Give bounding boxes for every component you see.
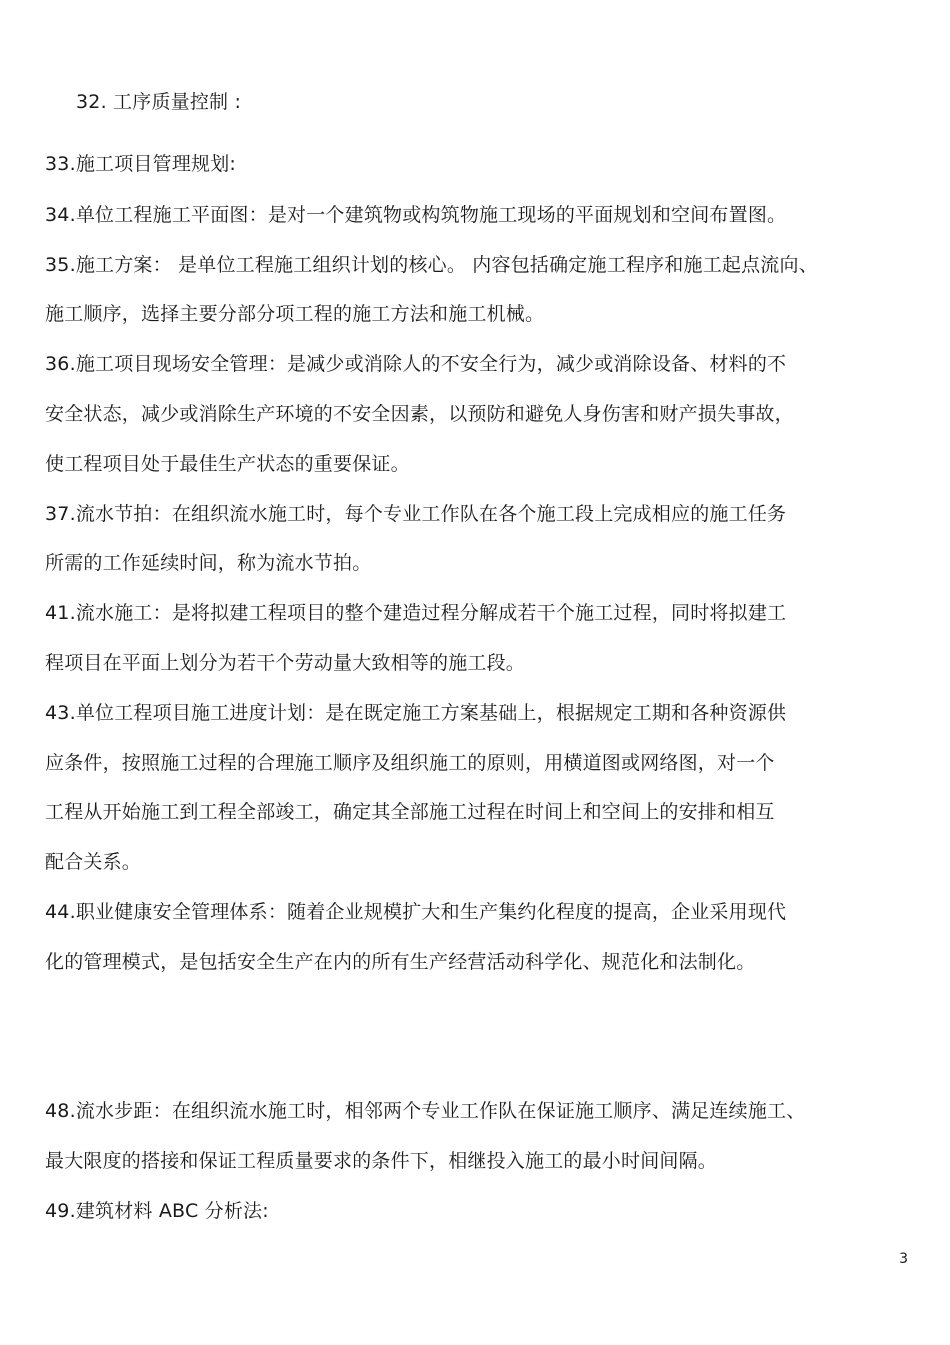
text-line: 程项目在平面上划分为若干个劳动量大致相等的施工段。 <box>45 652 526 674</box>
text-line: 41.流水施工：是将拟建工程项目的整个建造过程分解成若干个施工过程，同时将拟建工 <box>45 602 787 624</box>
text-line: 化的管理模式，是包括安全生产在内的所有生产经营活动科学化、规范化和法制化。 <box>45 951 756 973</box>
text-line: 36.施工项目现场安全管理：是减少或消除人的不安全行为，减少或消除设备、材料的不 <box>45 353 787 375</box>
text-line: 应条件，按照施工过程的合理施工顺序及组织施工的原则，用横道图或网络图，对一个 <box>45 752 775 774</box>
text-line: 最大限度的搭接和保证工程质量要求的条件下，相继投入施工的最小时间间隔。 <box>45 1150 718 1172</box>
text-line: 所需的工作延续时间，称为流水节拍。 <box>45 552 372 574</box>
text-line: 48.流水步距：在组织流水施工时，相邻两个专业工作队在保证施工顺序、满足连续施工、 <box>45 1100 806 1122</box>
text-line: 44.职业健康安全管理体系：随着企业规模扩大和生产集约化程度的提高，企业采用现代 <box>45 901 787 923</box>
text-line: 安全状态，减少或消除生产环境的不安全因素，以预防和避免人身伤害和财产损失事故， <box>45 403 794 425</box>
text-line: 34.单位工程施工平面图：是对一个建筑物或构筑物施工现场的平面规划和空间布置图。 <box>45 204 787 226</box>
text-line: 工程从开始施工到工程全部竣工，确定其全部施工过程在时间上和空间上的安排和相互 <box>45 801 775 823</box>
text-line: 37.流水节拍：在组织流水施工时，每个专业工作队在各个施工段上完成相应的施工任务 <box>45 503 787 525</box>
text-line: 35.施工方案： 是单位工程施工组织计划的核心。 内容包括确定施工程序和施工起点流向、 <box>45 254 818 276</box>
text-line: 49.建筑材料 ABC 分析法: <box>45 1200 269 1222</box>
text-line: 使工程项目处于最佳生产状态的重要保证。 <box>45 453 410 475</box>
page-number: 3 <box>899 1251 908 1267</box>
text-line: 43.单位工程项目施工进度计划：是在既定施工方案基础上，根据规定工期和各种资源供 <box>45 702 787 724</box>
text-line: 33.施工项目管理规划: <box>45 153 237 175</box>
text-line: 配合关系。 <box>45 851 142 873</box>
text-line: 32. 工序质量控制 : <box>76 91 242 113</box>
text-line: 施工顺序，选择主要分部分项工程的施工方法和施工机械。 <box>45 303 545 325</box>
